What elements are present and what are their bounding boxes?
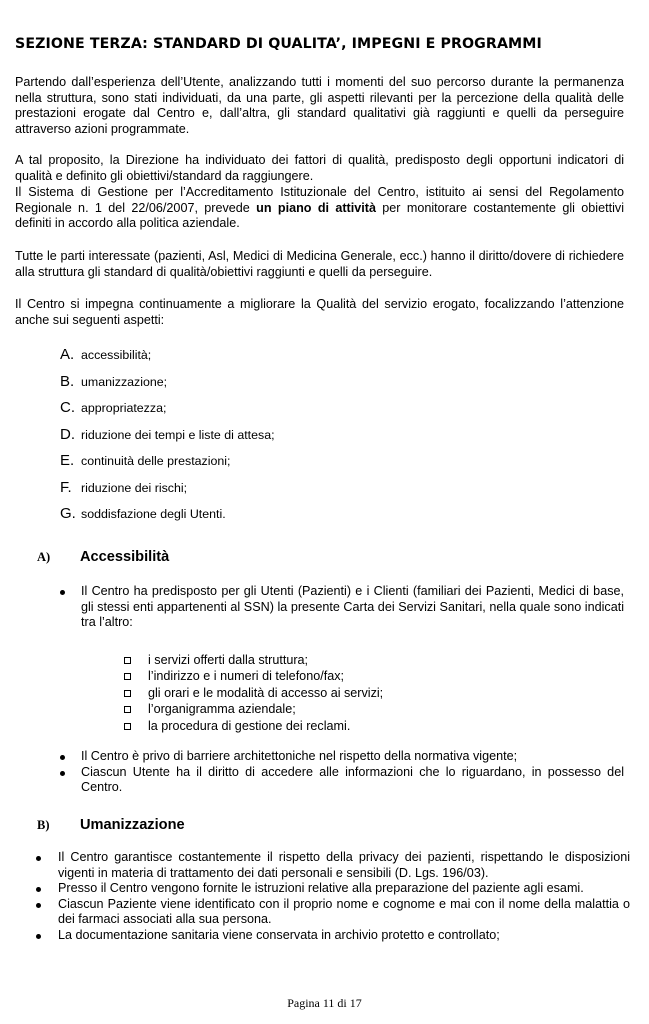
list-text: riduzione dei rischi; — [81, 480, 188, 495]
list-item — [124, 718, 383, 734]
section-heading-title: Umanizzazione — [80, 817, 185, 833]
list-text: la procedura di gestione dei reclami. — [148, 718, 351, 733]
list-item — [60, 765, 624, 796]
checkbox-square-icon — [124, 657, 131, 664]
bullet-icon — [36, 903, 41, 908]
section-heading-title: Accessibilità — [80, 549, 170, 565]
paragraph-intro: Partendo dall’esperienza dell’Utente, analizzando tutti i momenti del suo percorso durante la permanenza nella struttura, sono stati individuati, da una parte, gli aspetti rilevanti per la percezione della qualità delle prestazioni erogate dal Centro e, dall’altra, gli standard qualitativi già raggiunti e quelli da perseguire attraverso azioni programmate. — [15, 75, 624, 136]
checkbox-square-icon — [124, 706, 131, 713]
list-item — [60, 452, 275, 479]
list-text: Ciascun Paziente viene identificato con il proprio nome e cognome e mai con il nome della malattia o dei farmaci associati alla sua persona. — [58, 896, 630, 927]
section-a-bullet-list-2 — [60, 749, 624, 796]
list-text: l’organigramma aziendale; — [148, 702, 296, 717]
paragraph-text: Il Sistema di Gestione per l’Accreditamento Istituzionale del Centro, istituito ai sensi del Regolamento Regionale n. 1 del 22/06/2007, prevede — [15, 185, 624, 215]
list-item — [36, 881, 630, 897]
section-letter: B) — [37, 818, 50, 832]
bullet-icon — [36, 856, 41, 861]
list-item — [60, 505, 275, 532]
paragraph-stakeholders: Tutte le parti interessate (pazienti, Asl, Medici di Medicina Generale, ecc.) hanno il diritto/dovere di richiedere alla struttura gli standard di qualità/obiettivi raggiunti e quelli da perseguire. — [15, 249, 624, 279]
list-item — [60, 373, 275, 400]
checkbox-square-icon — [124, 690, 131, 697]
list-text: l’indirizzo e i numeri di telefono/fax; — [148, 669, 344, 684]
section-a-sub-list — [124, 652, 383, 734]
list-letter: E. — [60, 452, 75, 469]
paragraph-text: per monitorare costantemente gli obiettivi definiti in accordo alla politica aziendale. — [15, 200, 624, 231]
list-text: accessibilità; — [81, 348, 152, 362]
list-letter: D. — [60, 425, 75, 443]
paragraph-management-system — [15, 185, 624, 232]
list-letter: C. — [60, 399, 75, 416]
paragraph-commitment: Il Centro si impegna continuamente a migliorare la Qualità del servizio erogato, focalizzando l’attenzione anche sui seguenti aspetti: — [15, 297, 624, 327]
list-letter: A. — [60, 346, 75, 363]
list-text: umanizzazione; — [81, 374, 168, 389]
section-title: SEZIONE TERZA: STANDARD DI QUALITA’, IMPEGNI E PROGRAMMI — [15, 36, 542, 52]
list-letter: G. — [60, 505, 76, 522]
list-item — [124, 701, 383, 717]
list-text: i servizi offerti dalla struttura; — [148, 653, 309, 667]
section-b-bullet-list — [36, 850, 630, 944]
list-text: Presso il Centro vengono fornite le istruzioni relative alla preparazione del paziente agli esami. — [58, 881, 584, 896]
list-text: Il Centro ha predisposto per gli Utenti (Pazienti) e i Clienti (familiari dei Pazienti, Medici di base, gli stessi enti appartenenti al SSN) la presente Carta dei Servizi Sanitari, nella quale sono indicati tra l’altro: — [81, 584, 624, 630]
list-item — [60, 479, 275, 506]
list-item — [60, 426, 275, 453]
list-item — [60, 346, 275, 373]
list-text: Il Centro garantisce costantemente il rispetto della privacy dei pazienti, rispettando le disposizioni vigenti in materia di trattamento dei dati personali e sensibili (D. Lgs. 196/03). — [58, 850, 630, 880]
list-item — [124, 685, 383, 701]
paragraph-direction: A tal proposito, la Direzione ha individuato dei fattori di qualità, predisposto degli opportuni indicatori di qualità e definito gli obiettivi/standard da raggiungere. — [15, 153, 624, 183]
section-b-heading — [37, 817, 185, 833]
bullet-icon — [36, 934, 41, 939]
bullet-icon — [60, 771, 65, 776]
list-text: riduzione dei tempi e liste di attesa; — [81, 427, 275, 442]
list-text: gli orari e le modalità di accesso ai servizi; — [148, 685, 384, 700]
list-item — [60, 584, 624, 631]
bullet-icon — [36, 887, 41, 892]
list-item — [36, 928, 630, 944]
section-a-heading — [37, 549, 169, 565]
list-text: Il Centro è privo di barriere architettoniche nel rispetto della normativa vigente; — [81, 749, 518, 763]
section-a-bullet-list — [60, 584, 624, 631]
section-letter: A) — [37, 550, 51, 564]
checkbox-square-icon — [124, 673, 131, 680]
list-text: continuità delle prestazioni; — [81, 454, 231, 468]
list-text: La documentazione sanitaria viene conservata in archivio protetto e controllato; — [58, 927, 500, 942]
paragraph-bold-text: un piano di attività — [256, 200, 376, 215]
list-item — [60, 749, 624, 765]
list-item — [60, 399, 275, 426]
list-text: appropriatezza; — [81, 401, 167, 415]
bullet-icon — [60, 590, 65, 595]
list-letter: B. — [60, 372, 75, 390]
list-item — [36, 897, 630, 928]
checkbox-square-icon — [124, 723, 131, 730]
bullet-icon — [60, 755, 65, 760]
page-footer: Pagina 11 di 17 — [287, 996, 362, 1010]
list-item — [36, 850, 630, 881]
list-text: Ciascun Utente ha il diritto di accedere alle informazioni che lo riguardano, in possesso del Centro. — [81, 764, 624, 795]
list-letter: F. — [60, 478, 72, 496]
list-text: soddisfazione degli Utenti. — [81, 507, 226, 521]
list-item — [124, 668, 383, 684]
aspects-list — [60, 346, 275, 532]
list-item — [124, 652, 383, 668]
